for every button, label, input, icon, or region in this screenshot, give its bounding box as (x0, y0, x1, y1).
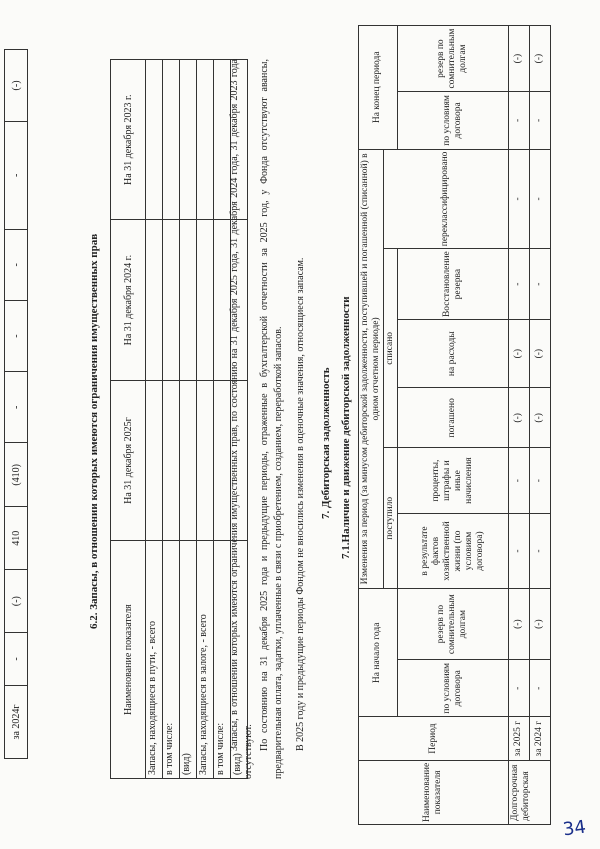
column-header: На 31 декабря 2025г (111, 380, 146, 540)
table-cell: - (5, 632, 28, 685)
table-header-row (359, 26, 384, 825)
column-header: Изменения за период (за минусом дебиторской задолженности, поступившей и погашенной (списанной) в одном отчетном периоде) (359, 149, 384, 589)
column-header: Восстановление резерва (397, 249, 508, 320)
column-header: На 31 декабря 2024 г. (111, 220, 146, 380)
paragraph: Запасы, в отношении которых имеются ограничения имущественных прав, по состоянию на 31 декабря 2025 года, 31 декабря 2024 года, 31 декабря 2023 года отсутствуют. (229, 59, 254, 779)
table-row (180, 60, 197, 779)
table-cell: за 2024г (5, 685, 28, 758)
table-row (197, 60, 214, 779)
table-cell: 410 (5, 507, 28, 570)
table-cell: - (529, 448, 550, 513)
row-label: в том числе: (163, 541, 180, 779)
row-label: Запасы, находящиеся в пути, - всего (146, 541, 163, 779)
receivables-table (358, 25, 551, 825)
table-cell: (-) (5, 570, 28, 633)
column-header: погашено (397, 388, 508, 448)
table-row (146, 60, 163, 779)
table-cell: - (5, 121, 28, 229)
table-header-row (111, 60, 146, 779)
column-header: проценты, штрафы и иные начисления (397, 448, 508, 513)
section-7-heading: 7. Дебиторская задолженность (320, 367, 332, 519)
column-header: Период (359, 717, 509, 760)
row-label: Долгосрочная дебиторская (508, 760, 550, 824)
table-cell: (-) (508, 388, 529, 448)
table-cell: - (5, 372, 28, 443)
column-header: по условиям договора (397, 92, 508, 149)
table-cell: - (508, 513, 529, 588)
table-cell: (-) (508, 589, 529, 660)
table-cell: - (508, 448, 529, 513)
column-header: переклассифицировано (383, 149, 508, 249)
period-cell: за 2025 г (508, 717, 529, 760)
table-cell: - (508, 149, 529, 249)
table-cell: - (529, 660, 550, 717)
row-label: (вид) (231, 541, 248, 779)
column-header: резерв по сомнительным долгам (397, 26, 508, 92)
section-7-1-heading: 7.1.Наличие и движение дебиторской задолженности (340, 296, 352, 559)
paragraph: В 2025 году и предыдущие периоды Фондом не вносились изменения в оценочные значения, относящиеся запасам. (295, 257, 306, 751)
paragraph: По состоянию на 31 декабря 2025 года и предыдущие периоды, отраженные в бухгалтерской отчетности за 2025 год, у Фонда отсутствуют авансы, предварительная оплата, задатки, уплаченные в связи с приобретением, созданием, переработкой запасов. (259, 59, 284, 779)
table-cell: - (529, 149, 550, 249)
table-cell: (-) (529, 320, 550, 388)
column-header: резерв по сомнительным долгам (397, 589, 508, 660)
column-header: поступило (383, 448, 397, 589)
table-cell: (-) (508, 26, 529, 92)
table-row (163, 60, 180, 779)
section-6-2-heading: 6.2. Запасы, в отношении которых имеются ограничения имущественных прав (88, 233, 100, 629)
table-cell: (-) (508, 320, 529, 388)
row-label: в том числе: (214, 541, 231, 779)
column-header: На начало года (359, 589, 398, 717)
table-row (508, 26, 529, 825)
row-label: (вид) (180, 541, 197, 779)
handwritten-page-number: 34 (561, 816, 588, 841)
table-cell: (-) (529, 388, 550, 448)
continuation-table (4, 49, 28, 759)
period-cell: за 2024 г (529, 717, 550, 760)
table-cell: (410) (5, 443, 28, 507)
table-cell: - (508, 92, 529, 149)
table-cell: (-) (529, 26, 550, 92)
row-label: Запасы, находящиеся в залоге, - всего (197, 541, 214, 779)
table-row (529, 26, 550, 825)
column-header: На конец периода (359, 26, 398, 150)
table-cell: - (5, 300, 28, 371)
table-header-row (397, 26, 508, 825)
table-cell: (-) (5, 50, 28, 122)
table-cell: (-) (529, 589, 550, 660)
table-cell: - (508, 660, 529, 717)
table-cell: - (529, 513, 550, 588)
table-cell: - (5, 229, 28, 300)
column-header: в результате фактов хозяйственной жизни (по условиям договора) (397, 513, 508, 588)
column-header: по условиям договора (397, 660, 508, 717)
column-header: Наименование показателя (359, 760, 509, 824)
table-cell: - (529, 249, 550, 320)
column-header: На 31 декабря 2023 г. (111, 60, 146, 220)
table-row (5, 50, 28, 759)
column-header: Наименование показателя (111, 541, 146, 779)
column-header: на расходы (397, 320, 508, 388)
table-cell: - (529, 92, 550, 149)
table-cell: - (508, 249, 529, 320)
column-header: списано (383, 249, 397, 448)
